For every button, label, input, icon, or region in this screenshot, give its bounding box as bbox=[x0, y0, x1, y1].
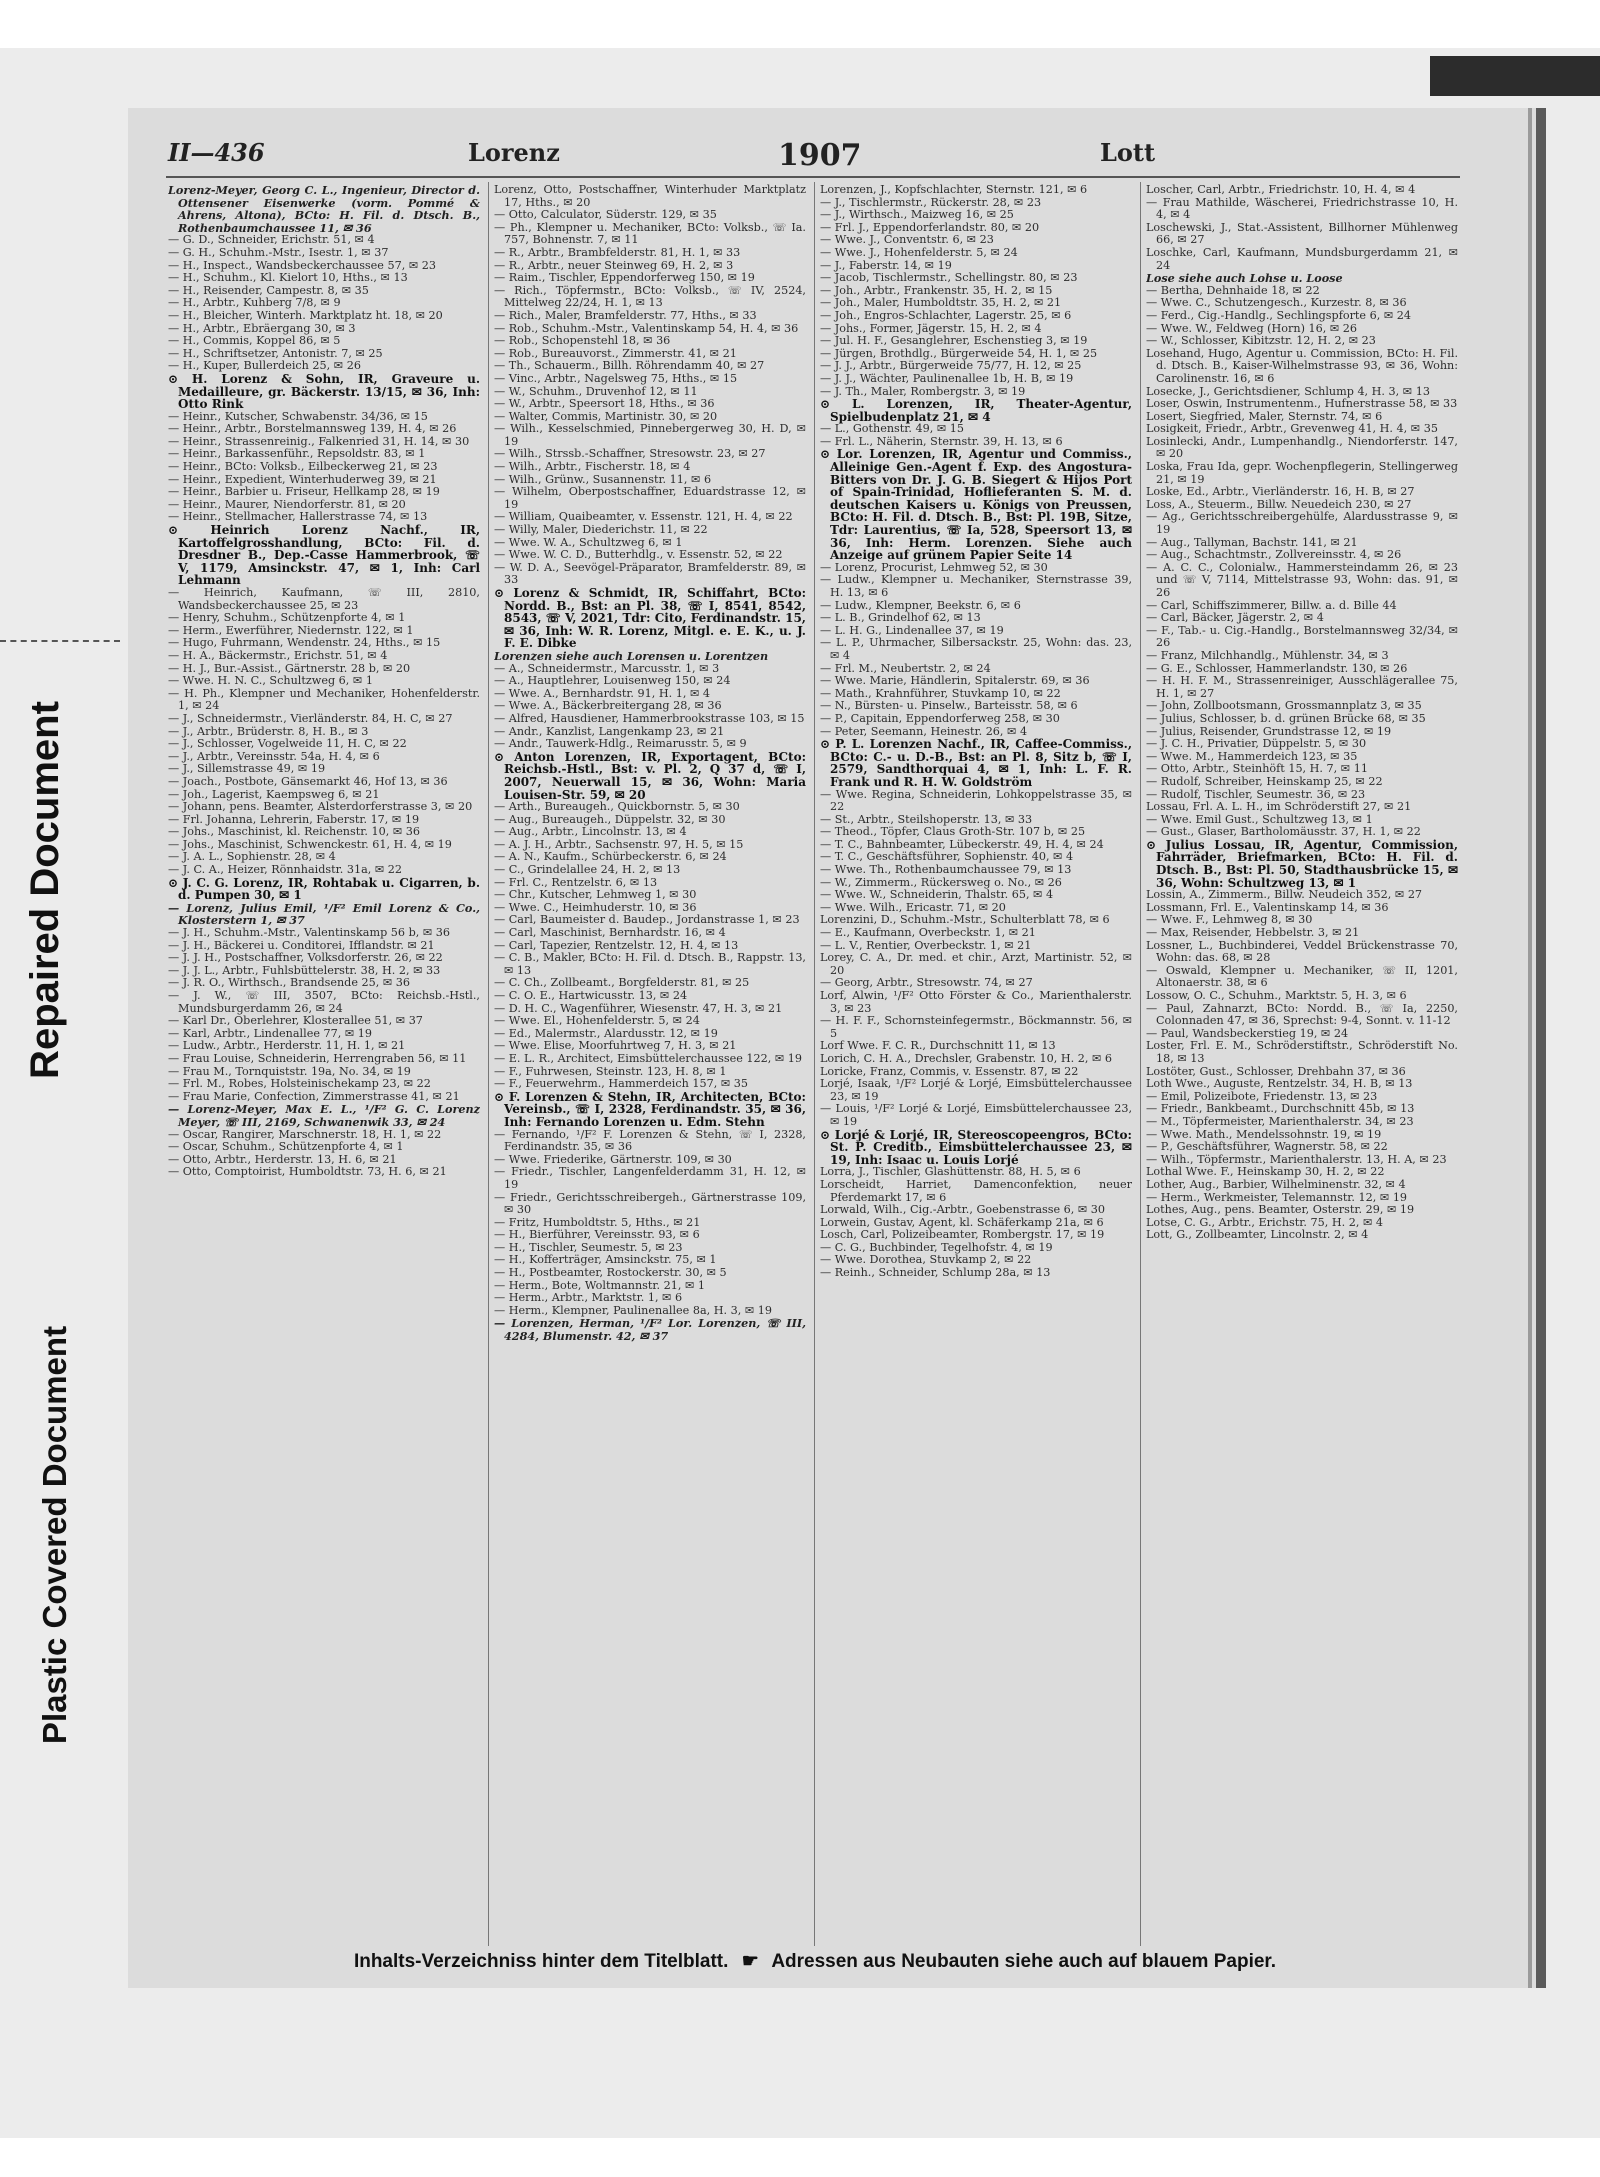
directory-entry: — J., Tischlermstr., Rückerstr. 28, ✉ 23 bbox=[820, 195, 1042, 209]
directory-entry: — Frl. C., Rentzelstr. 6, ✉ 13 bbox=[494, 875, 658, 889]
directory-entry: Loss, A., Steuerm., Billw. Neuedeich 230, ✉ 27 bbox=[1146, 497, 1412, 511]
directory-entry: — Heinr., Barkassenführ., Repsoldstr. 83, ✉ 1 bbox=[168, 447, 426, 461]
directory-entry: Losch, Carl, Polizeibeamter, Rombergstr. 17, ✉ 19 bbox=[820, 1228, 1105, 1242]
directory-entry: ⊙ F. Lorenzen & Stehn, IR, Architecten, BCto: Vereinsb., ☏ I, 2328, Ferdinandstr. 35, ✉ 36, Inh: Fernando Lorenzen u. Edm. Stehn bbox=[494, 1089, 806, 1129]
directory-entry: — Wilh., Kesselschmied, Pinnebergerweg 30, H. D, ✉ 19 bbox=[494, 422, 806, 448]
directory-entry: — Aug., Schachtmstr., Zollvereinsstr. 4, ✉ 26 bbox=[1146, 548, 1402, 562]
directory-entry: Lothal Wwe. F., Heinskamp 30, H. 2, ✉ 22 bbox=[1146, 1165, 1385, 1179]
directory-entry: — Carl, Baumeister d. Baudep., Jordanstrasse 1, ✉ 23 bbox=[494, 913, 800, 927]
directory-entry: — H., Commis, Koppel 86, ✉ 5 bbox=[168, 334, 341, 348]
directory-entry: — Fritz, Humboldtstr. 5, Hths., ✉ 21 bbox=[494, 1215, 701, 1229]
directory-entry: — N., Bürsten- u. Pinselw., Barteisstr. 58, ✉ 6 bbox=[820, 699, 1078, 713]
header-year: 1907 bbox=[778, 138, 862, 173]
directory-entry: — Wwe. Regina, Schneiderin, Lohkoppelstrasse 35, ✉ 22 bbox=[820, 787, 1132, 814]
directory-entry: — Wilh., Töpfermstr., Marienthalerstr. 13, H. A, ✉ 23 bbox=[1146, 1152, 1447, 1166]
column-rule bbox=[488, 182, 489, 1946]
directory-entry: Losecke, J., Gerichtsdiener, Schlump 4, H. 3, ✉ 13 bbox=[1146, 384, 1430, 398]
directory-entry: — Frl. Johanna, Lehrerin, Faberstr. 17, ✉ 19 bbox=[168, 812, 420, 826]
directory-entry: — J., Arbtr., Vereinsstr. 54a, H. 4, ✉ 6 bbox=[168, 749, 380, 763]
directory-entry: — R., Arbtr., neuer Steinweg 69, H. 2, ✉ 3 bbox=[494, 258, 734, 272]
directory-entry: — Wwe. Friederike, Gärtnerstr. 109, ✉ 30 bbox=[494, 1152, 732, 1166]
directory-entry: — H., Kofferträger, Amsinckstr. 75, ✉ 1 bbox=[494, 1253, 717, 1267]
directory-entry: ⊙ Lorjé & Lorjé, IR, Stereoscopeengros, BCto: St. P. Creditb., Eimsbüttelerchaussee 23, ✉ 19, Inh: Isaac u. Louis Lorjé bbox=[820, 1127, 1132, 1167]
directory-entry: — H., Reisender, Campestr. 8, ✉ 35 bbox=[168, 283, 369, 297]
directory-entry: — Wwe. F., Lehmweg 8, ✉ 30 bbox=[1146, 913, 1313, 927]
directory-entry: — A. J. H., Arbtr., Sachsenstr. 97, H. 5, ✉ 15 bbox=[494, 837, 744, 851]
directory-entry: — L. B., Grindelhof 62, ✉ 13 bbox=[820, 611, 981, 625]
directory-entry: — J. J., Wächter, Paulinenallee 1b, H. B, ✉ 19 bbox=[820, 371, 1074, 385]
directory-entry: Lorf Wwe. F. C. R., Durchschnitt 11, ✉ 13 bbox=[820, 1039, 1056, 1053]
directory-entry: — Paul, Zahnarzt, BCto: Nordd. B., ☏ Ia, 2250, Colonnaden 47, ✉ 36, Sprechst: 9-4, Sonnt. v. 11-12 bbox=[1146, 1001, 1458, 1028]
directory-entry: Loricke, Franz, Commis, v. Essenstr. 87, ✉ 22 bbox=[820, 1064, 1079, 1078]
directory-entry: — Frau M., Tornquiststr. 19a, No. 34, ✉ 19 bbox=[168, 1064, 411, 1078]
directory-entry: — Jürgen, Brothdlg., Bürgerweide 54, H. 1, ✉ 25 bbox=[820, 346, 1098, 360]
directory-entry: Losinlecki, Andr., Lumpenhandlg., Niendorferstr. 147, ✉ 20 bbox=[1146, 434, 1458, 461]
directory-entry: — H., Arbtr., Ebräergang 30, ✉ 3 bbox=[168, 321, 356, 335]
directory-entry: — Frau Louise, Schneiderin, Herrengraben 56, ✉ 11 bbox=[168, 1051, 467, 1065]
directory-entry: — J. A. L., Sophienstr. 28, ✉ 4 bbox=[168, 850, 336, 864]
directory-entry: — Wwe. Dorothea, Stuvkamp 2, ✉ 22 bbox=[820, 1253, 1032, 1267]
directory-entry: — Heinr., Arbtr., Borstelmannsweg 139, H. 4, ✉ 26 bbox=[168, 422, 457, 436]
directory-entry: — Hugo, Fuhrmann, Wendenstr. 24, Hths., ✉ 15 bbox=[168, 636, 441, 650]
directory-entry: — Fernando, ¹/F² F. Lorenzen & Stehn, ☏ I, 2328, Ferdinandstr. 35, ✉ 36 bbox=[494, 1127, 806, 1154]
directory-entry: — Ludw., Arbtr., Herderstr. 11, H. 1, ✉ 21 bbox=[168, 1039, 406, 1053]
directory-entry: — J., Arbtr., Brüderstr. 8, H. B., ✉ 3 bbox=[168, 724, 369, 738]
directory-entry: — Heinr., Kutscher, Schwabenstr. 34/36, ✉ 15 bbox=[168, 409, 428, 423]
directory-entry: Lossow, O. C., Schuhm., Marktstr. 5, H. 3, ✉ 6 bbox=[1146, 989, 1407, 1002]
directory-entry: — Arth., Bureaugeh., Quickbornstr. 5, ✉ 30 bbox=[494, 800, 740, 814]
directory-entry: — Rich., Töpfermstr., BCto: Volksb., ☏ IV, 2524, Mittelweg 22/24, H. 1, ✉ 13 bbox=[494, 283, 806, 310]
directory-entry: — H., Schuhm., Kl. Kielort 10, Hths., ✉ 13 bbox=[168, 271, 408, 285]
directory-entry: — Ph., Klempner u. Mechaniker, BCto: Volksb., ☏ Ia. 757, Bohnenstr. 7, ✉ 11 bbox=[494, 220, 806, 247]
directory-entry: — Oswald, Klempner u. Mechaniker, ☏ II, 1201, Altonaerstr. 38, ✉ 6 bbox=[1146, 963, 1458, 990]
pointing-hand-icon: ☛ bbox=[741, 1951, 759, 1972]
directory-entry: — Lorenzen, Herman, ¹/F² Lor. Lorenzen, ☏ III, 4284, Blumenstr. 42, ✉ 37 bbox=[494, 1316, 806, 1344]
directory-entry: — Ferd., Cig.-Handlg., Sechlingspforte 6, ✉ 24 bbox=[1146, 308, 1412, 322]
directory-entry: — Chr., Kutscher, Lehmweg 1, ✉ 30 bbox=[494, 888, 697, 902]
directory-entry: — A. C. C., Colonialw., Hammersteindamm 26, ✉ 23 und ☏ V, 7114, Mittelstrasse 93, Wohn: das. 91, ✉ 26 bbox=[1146, 560, 1458, 599]
directory-entry: — John, Zollbootsmann, Grossmannplatz 3, ✉ 35 bbox=[1146, 699, 1422, 713]
directory-entry: — Johs., Former, Jägerstr. 15, H. 2, ✉ 4 bbox=[820, 321, 1042, 335]
directory-entry: — Wwe. El., Hohenfelderstr. 5, ✉ 24 bbox=[494, 1014, 700, 1028]
directory-entry: Lothes, Aug., pens. Beamter, Osterstr. 29, ✉ 19 bbox=[1146, 1203, 1415, 1217]
directory-entry: — Henry, Schuhm., Schützenpforte 4, ✉ 1 bbox=[168, 611, 406, 625]
directory-entry: — H., Kuper, Bullerdeich 25, ✉ 26 bbox=[168, 359, 361, 373]
directory-entry: — Heinr., Expedient, Winterhuderweg 39, ✉ 21 bbox=[168, 472, 437, 486]
directory-entry: — Otto, Arbtr., Herderstr. 13, H. 6, ✉ 21 bbox=[168, 1152, 397, 1166]
page-number: II—436 bbox=[168, 138, 265, 167]
directory-entry: — L. P., Uhrmacher, Silbersackstr. 25, Wohn: das. 23, ✉ 4 bbox=[820, 636, 1132, 662]
footer-index-note: Inhalts-Verzeichniss hinter dem Titelblatt. bbox=[353, 1951, 729, 1972]
directory-entry: ⊙ L. Lorenzen, IR, Theater-Agentur, Spielbudenplatz 21, ✉ 4 bbox=[820, 397, 1132, 424]
directory-entry: — Johann, pens. Beamter, Alsterdorferstrasse 3, ✉ 20 bbox=[168, 800, 473, 814]
directory-entry: — J., Sillemstrasse 49, ✉ 19 bbox=[168, 762, 326, 776]
directory-entry: Losigkeit, Friedr., Arbtr., Grevenweg 41, H. 4, ✉ 35 bbox=[1146, 422, 1438, 436]
directory-entry: — Heinr., Stellmacher, Hallerstrasse 74, ✉ 13 bbox=[168, 510, 428, 524]
directory-column-4 bbox=[1146, 184, 1458, 1946]
directory-entry: Lorwein, Gustav, Agent, kl. Schäferkamp 21a, ✉ 6 bbox=[820, 1215, 1104, 1229]
directory-entry: — Oscar, Rangirer, Marschnerstr. 18, H. 1, ✉ 22 bbox=[168, 1127, 442, 1141]
directory-entry: — C., Grindelallee 24, H. 2, ✉ 13 bbox=[494, 863, 681, 877]
directory-entry: — Herm., Bote, Woltmannstr. 21, ✉ 1 bbox=[494, 1278, 706, 1292]
directory-entry: — J. J. H., Postschaffner, Volksdorferstr. 26, ✉ 22 bbox=[168, 951, 443, 965]
directory-entry: — W., Schuhm., Druvenhof 12, ✉ 11 bbox=[494, 384, 698, 398]
directory-entry: — Wilh., Grünw., Susannenstr. 11, ✉ 6 bbox=[494, 472, 712, 486]
directory-entry: Loser, Oswin, Instrumentenm., Hufnerstrasse 58, ✉ 33 bbox=[1146, 397, 1458, 411]
directory-entry: — Georg, Arbtr., Stresowstr. 74, ✉ 27 bbox=[820, 976, 1033, 990]
directory-entry: — Frau Marie, Confection, Zimmerstrasse 41, ✉ 21 bbox=[168, 1089, 460, 1103]
directory-entry: — Carl, Tapezier, Rentzelstr. 12, H. 4, ✉ 13 bbox=[494, 938, 739, 952]
directory-entry: — A., Hauptlehrer, Louisenweg 150, ✉ 24 bbox=[494, 674, 731, 688]
directory-entry: — Ludw., Klempner, Beekstr. 6, ✉ 6 bbox=[820, 598, 1021, 612]
directory-entry: Losehand, Hugo, Agentur u. Commission, BCto: H. Fil. d. Dtsch. B., Kaiser-Wilhelmstrasse 93, ✉ 36, Wohn: Carolinenstr. 16, ✉ 6 bbox=[1146, 346, 1458, 385]
directory-entry: — Willy, Maler, Diederichstr. 11, ✉ 22 bbox=[494, 523, 708, 537]
directory-entry: — Otto, Comptoirist, Humboldtstr. 73, H. 6, ✉ 21 bbox=[168, 1165, 447, 1179]
directory-entry: — Bertha, Dehnhaide 18, ✉ 22 bbox=[1146, 283, 1320, 297]
directory-entry: Lorenz-Meyer, Georg C. L., Ingenieur, Director d. Ottensener Eisenwerke (vorm. Pommé & Ahrens, Altona), BCto: H. Fil. d. Dtsch. B., Rothenbaumchaussee 11, ✉ 36 bbox=[168, 184, 480, 235]
directory-entry: — Wwe. H. N. C., Schultzweg 6, ✉ 1 bbox=[168, 674, 373, 688]
header-first-name: Lorenz bbox=[468, 138, 560, 167]
directory-entry: — H. Ph., Klempner und Mechaniker, Hohenfelderstr. 1, ✉ 24 bbox=[168, 686, 480, 713]
directory-entry: — Wwe. Th., Rothenbaumchaussee 79, ✉ 13 bbox=[820, 863, 1072, 877]
directory-entry: — Herm., Werkmeister, Telemannstr. 12, ✉ 19 bbox=[1146, 1190, 1408, 1204]
directory-entry: — Karl Dr., Oberlehrer, Klosterallee 51, ✉ 37 bbox=[168, 1014, 423, 1028]
directory-entry: Loth Wwe., Auguste, Rentzelstr. 34, H. B, ✉ 13 bbox=[1146, 1077, 1413, 1091]
directory-entry: — H., Bierführer, Vereinsstr. 93, ✉ 6 bbox=[494, 1228, 700, 1242]
directory-entry: — Franz, Milchhandlg., Mühlenstr. 34, ✉ 3 bbox=[1146, 648, 1389, 662]
directory-entry: Loscher, Carl, Arbtr., Friedrichstr. 10, H. 4, ✉ 4 bbox=[1146, 184, 1416, 196]
directory-entry: — Wwe. Wilh., Ericastr. 71, ✉ 20 bbox=[820, 900, 1006, 914]
directory-entry: — Ludw., Klempner u. Mechaniker, Sternstrasse 39, H. 13, ✉ 6 bbox=[820, 573, 1132, 599]
directory-entry: — William, Quaibeamter, v. Essenstr. 121, H. 4, ✉ 22 bbox=[494, 510, 793, 524]
directory-entry: — Wwe. W., Schneiderin, Thalstr. 65, ✉ 4 bbox=[820, 888, 1054, 902]
directory-entry: — Heinr., Barbier u. Friseur, Hellkamp 28, ✉ 19 bbox=[168, 485, 440, 499]
directory-entry: — Wwe. C., Schutzengesch., Kurzestr. 8, ✉ 36 bbox=[1146, 296, 1407, 310]
directory-entry: — Wilhelm, Oberpostschaffner, Eduardstrasse 12, ✉ 19 bbox=[494, 485, 806, 511]
directory-entry: Lossau, Frl. A. L. H., im Schröderstift 27, ✉ 21 bbox=[1146, 800, 1412, 814]
directory-entry: Lorich, C. H. A., Drechsler, Grabenstr. 10, H. 2, ✉ 6 bbox=[820, 1051, 1113, 1065]
directory-entry: Lother, Aug., Barbier, Wilhelminenstr. 32, ✉ 4 bbox=[1146, 1177, 1406, 1191]
directory-entry: — Wwe. Math., Mendelssohnstr. 19, ✉ 19 bbox=[1146, 1127, 1382, 1141]
directory-entry: Loska, Frau Ida, gepr. Wochenpflegerin, Stellingerweg 21, ✉ 19 bbox=[1146, 460, 1458, 486]
directory-entry: — Ed., Malermstr., Alardusstr. 12, ✉ 19 bbox=[494, 1026, 718, 1040]
page-binding-edge bbox=[1528, 108, 1532, 1988]
directory-entry: — Johs., Maschinist, Schwenckestr. 61, H. 4, ✉ 19 bbox=[168, 837, 452, 851]
directory-entry: — H., Arbtr., Kuhberg 7/8, ✉ 9 bbox=[168, 296, 341, 310]
directory-entry: — Friedr., Tischler, Langenfelderdamm 31, H. 12, ✉ 19 bbox=[494, 1165, 806, 1191]
directory-entry: — Rob., Schopenstehl 18, ✉ 36 bbox=[494, 334, 671, 348]
directory-entry: — Joh., Arbtr., Frankenstr. 35, H. 2, ✉ 15 bbox=[820, 283, 1053, 297]
directory-entry: — H. F. F., Schornsteinfegermstr., Böckmannstr. 56, ✉ 5 bbox=[820, 1014, 1132, 1040]
directory-entry: — Carl, Maschinist, Bernhardstr. 16, ✉ 4 bbox=[494, 926, 726, 940]
directory-entry: — Frl. J., Eppendorferlandstr. 80, ✉ 20 bbox=[820, 220, 1040, 234]
directory-entry: — W., Arbtr., Speersort 18, Hths., ✉ 36 bbox=[494, 397, 715, 411]
directory-entry: — Wwe. Emil Gust., Schultzweg 13, ✉ 1 bbox=[1146, 812, 1373, 826]
directory-entry: — Wilh., Strssb.-Schaffner, Stresowstr. 23, ✉ 27 bbox=[494, 447, 766, 461]
directory-entry: — Heinrich, Kaufmann, ☏ III, 2810, Wandsbeckerchaussee 25, ✉ 23 bbox=[168, 586, 480, 612]
directory-entry: ⊙ J. C. G. Lorenz, IR, Rohtabak u. Cigarren, b. d. Pumpen 30, ✉ 1 bbox=[168, 875, 480, 903]
directory-entry: — Walter, Commis, Martinistr. 30, ✉ 20 bbox=[494, 409, 718, 423]
directory-entry: — W. D. A., Seevögel-Präparator, Bramfelderstr. 89, ✉ 33 bbox=[494, 560, 806, 587]
directory-entry: — Aug., Tallyman, Bachstr. 141, ✉ 21 bbox=[1146, 535, 1358, 549]
directory-entry: — A., Schneidermstr., Marcusstr. 1, ✉ 3 bbox=[494, 661, 720, 675]
footer-new-buildings-note: Adressen aus Neubauten siehe auch auf blauem Papier. bbox=[771, 1951, 1277, 1972]
directory-entry: — Heinr., BCto: Volksb., Eilbeckerweg 21, ✉ 23 bbox=[168, 460, 438, 474]
directory-entry: — Carl, Schiffszimmerer, Billw. a. d. Bille 44 bbox=[1146, 598, 1397, 612]
directory-entry: — H., Schriftsetzer, Antonistr. 7, ✉ 25 bbox=[168, 346, 383, 360]
directory-entry: — Karl, Arbtr., Lindenallee 77, ✉ 19 bbox=[168, 1026, 373, 1040]
directory-entry: — H. J., Bur.-Assist., Gärtnerstr. 28 b, ✉ 20 bbox=[168, 661, 411, 675]
directory-entry: — J. W., ☏ III, 3507, BCto: Reichsb.-Hstl., Mundsburgerdamm 26, ✉ 24 bbox=[168, 989, 480, 1015]
directory-entry: — F., Tab.- u. Cig.-Handlg., Borstelmannsweg 32/34, ✉ 26 bbox=[1146, 623, 1458, 650]
directory-entry: — Joach., Postbote, Gänsemarkt 46, Hof 13, ✉ 36 bbox=[168, 774, 448, 788]
directory-entry: — Alfred, Hausdiener, Hammerbrookstrasse 103, ✉ 15 bbox=[494, 711, 805, 725]
directory-entry: — Joh., Engros-Schlachter, Lagerstr. 25, ✉ 6 bbox=[820, 308, 1072, 322]
directory-entry: — Lorenz-Meyer, Max E. L., ¹/F² G. C. Lorenz Meyer, ☏ III, 2169, Schwanenwik 33, ✉ 24 bbox=[168, 1102, 480, 1129]
directory-entry: — Louis, ¹/F² Lorjé & Lorjé, Eimsbüttelerchaussee 23, ✉ 19 bbox=[820, 1102, 1132, 1128]
directory-entry: — J. J. L., Arbtr., Fuhlsbüttelerstr. 38, H. 2, ✉ 33 bbox=[168, 963, 441, 977]
directory-entry: — Oscar, Schuhm., Schützenpforte 4, ✉ 1 bbox=[168, 1140, 404, 1154]
directory-entry: — Frl. M., Robes, Holsteinischekamp 23, ✉ 22 bbox=[168, 1077, 431, 1091]
directory-entry: — G. D., Schneider, Erichstr. 51, ✉ 4 bbox=[168, 233, 375, 247]
directory-entry: — L., Gothenstr. 49, ✉ 15 bbox=[820, 422, 965, 436]
directory-entry: — H., Tischler, Seumestr. 5, ✉ 23 bbox=[494, 1240, 683, 1254]
directory-entry: Loster, Frl. E. M., Schröderstiftstr., Schröderstift No. 18, ✉ 13 bbox=[1146, 1039, 1458, 1065]
directory-column-3 bbox=[820, 184, 1132, 1946]
directory-entry: Losert, Siegfried, Maler, Sternstr. 74, ✉ 6 bbox=[1146, 409, 1383, 423]
directory-entry: — H., Postbeamter, Rostockerstr. 30, ✉ 5 bbox=[494, 1266, 727, 1280]
directory-entry: — Peter, Seemann, Heinestr. 26, ✉ 4 bbox=[820, 724, 1028, 738]
directory-entry: — Gust., Glaser, Bartholomäusstr. 37, H. 1, ✉ 22 bbox=[1146, 825, 1421, 839]
directory-entry: — St., Arbtr., Steilshoperstr. 13, ✉ 33 bbox=[820, 812, 1033, 826]
directory-entry: ⊙ Lorenz & Schmidt, IR, Schiffahrt, BCto: Nordd. B., Bst: an Pl. 38, ☏ I, 8541, 8542, 8543, ☏ V, 2021, Tdr: Cito, Ferdinandstr. 15, ✉ 36, Inh: W. R. Lorenz, Mitgl. e. E. K., u. J. F. E. Dibke bbox=[494, 586, 806, 651]
directory-entry: ⊙ P. L. Lorenzen Nachf., IR, Caffee-Commiss., BCto: C.- u. D.-B., Bst: an Pl. 8, Sitz b, ☏ I, 2579, Sandthorquai 4, ✉ 1, Inh: L. F. R. Frank und R. H. W. Goldström bbox=[820, 737, 1132, 789]
directory-entry: — H., Inspect., Wandsbeckerchaussee 57, ✉ 23 bbox=[168, 258, 436, 272]
directory-entry: Lorscheidt, Harriet, Damenconfektion, neuer Pferdemarkt 17, ✉ 6 bbox=[820, 1177, 1132, 1204]
directory-entry: Loschke, Carl, Kaufmann, Mundsburgerdamm 21, ✉ 24 bbox=[1146, 245, 1458, 272]
directory-entry: — Jacob, Tischlermstr., Schellingstr. 80, ✉ 23 bbox=[820, 271, 1078, 285]
directory-entry: — Wwe. Elise, Moorfuhrtweg 7, H. 3, ✉ 21 bbox=[494, 1039, 737, 1053]
directory-entry: — L. V., Rentier, Overbeckstr. 1, ✉ 21 bbox=[820, 938, 1032, 952]
directory-entry: — Wwe. W. C. D., Butterhdlg., v. Essenstr. 52, ✉ 22 bbox=[494, 548, 783, 562]
directory-entry: — H., Bleicher, Winterh. Marktplatz ht. 18, ✉ 20 bbox=[168, 308, 443, 322]
directory-entry: — Wilh., Arbtr., Fischerstr. 18, ✉ 4 bbox=[494, 460, 691, 474]
directory-entry: Lossmann, Frl. E., Valentinskamp 14, ✉ 36 bbox=[1146, 900, 1389, 914]
directory-entry: — Frl. M., Neubertstr. 2, ✉ 24 bbox=[820, 661, 991, 675]
directory-entry: Lorf, Alwin, ¹/F² Otto Förster & Co., Marienthalerstr. 3, ✉ 23 bbox=[820, 989, 1132, 1015]
column-rule bbox=[1140, 182, 1141, 1946]
directory-entry: Lotse, C. G., Arbtr., Erichstr. 75, H. 2, ✉ 4 bbox=[1146, 1215, 1384, 1229]
directory-entry: — Reinh., Schneider, Schlump 28a, ✉ 13 bbox=[820, 1266, 1051, 1280]
directory-entry: — E., Kaufmann, Overbeckstr. 1, ✉ 21 bbox=[820, 926, 1036, 940]
directory-entry: — Vinc., Arbtr., Nagelsweg 75, Hths., ✉ 15 bbox=[494, 371, 738, 385]
directory-entry: — Wwe. W. A., Schultzweg 6, ✉ 1 bbox=[494, 535, 683, 549]
directory-entry: — Frl. L., Näherin, Sternstr. 39, H. 13, ✉ 6 bbox=[820, 434, 1063, 448]
directory-entry: — Julius, Schlosser, b. d. grünen Brücke 68, ✉ 35 bbox=[1146, 711, 1426, 725]
directory-entry: — C. Ch., Zollbeamt., Borgfelderstr. 81, ✉ 25 bbox=[494, 976, 750, 990]
directory-entry: — A. N., Kaufm., Schürbeckerstr. 6, ✉ 24 bbox=[494, 850, 727, 864]
directory-entry: — Wwe. J., Conventstr. 6, ✉ 23 bbox=[820, 233, 994, 247]
directory-entry: — Otto, Arbtr., Steinhöft 15, H. 7, ✉ 11 bbox=[1146, 762, 1368, 776]
directory-entry: ⊙ Julius Lossau, IR, Agentur, Commission, Fahrräder, Briefmarken, BCto: H. Fil. d. Dtsch. B., Bst: Pl. 50, Stadthausbrücke 15, ✉ 36, Wohn: Schultzweg 13, ✉ 1 bbox=[1146, 837, 1458, 890]
directory-entry: — Rudolf, Tischler, Seumestr. 36, ✉ 23 bbox=[1146, 787, 1366, 801]
directory-entry: Lorenzen siehe auch Lorensen u. Lorentzen bbox=[494, 648, 769, 663]
directory-entry: — Wwe. M., Hammerdeich 123, ✉ 35 bbox=[1146, 749, 1358, 763]
directory-entry: Lorenzini, D., Schuhm.-Mstr., Schulterblatt 78, ✉ 6 bbox=[820, 913, 1110, 927]
directory-entry: — J., Schlosser, Vogelweide 11, H. C, ✉ 22 bbox=[168, 737, 407, 751]
directory-entry: — Herm., Klempner, Paulinenallee 8a, H. 3, ✉ 19 bbox=[494, 1303, 773, 1317]
directory-entry: Lossin, A., Zimmerm., Billw. Neudeich 352, ✉ 27 bbox=[1146, 888, 1423, 902]
directory-entry: Lorjé, Isaak, ¹/F² Lorjé & Lorjé, Eimsbüttelerchaussee 23, ✉ 19 bbox=[820, 1077, 1132, 1103]
directory-entry: Lossner, L., Buchbinderei, Veddel Brückenstrasse 70, Wohn: das. 68, ✉ 28 bbox=[1146, 938, 1458, 965]
directory-entry: — Th., Schauerm., Billh. Röhrendamm 40, ✉ 27 bbox=[494, 359, 765, 373]
directory-entry: Lorenzen, J., Kopfschlachter, Sternstr. 121, ✉ 6 bbox=[820, 184, 1088, 196]
directory-entry: — H. H. F. M., Strassenreiniger, Ausschlägerallee 75, H. 1, ✉ 27 bbox=[1146, 674, 1458, 700]
page-binding-shadow bbox=[1536, 108, 1546, 1988]
directory-entry: — Herm., Arbtr., Marktstr. 1, ✉ 6 bbox=[494, 1291, 683, 1305]
directory-entry: — Rob., Schuhm.-Mstr., Valentinskamp 54, H. 4, ✉ 36 bbox=[494, 321, 799, 335]
directory-entry: — Wwe. A., Bäckerbreitergang 28, ✉ 36 bbox=[494, 699, 722, 713]
directory-entry: — Julius, Reisender, Grundstrasse 12, ✉ 19 bbox=[1146, 724, 1392, 738]
directory-entry: — Ag., Gerichtsschreibergehülfe, Alardusstrasse 9, ✉ 19 bbox=[1146, 510, 1458, 537]
directory-entry: — Lorenz, Julius Emil, ¹/F² Emil Lorenz & Co., Klosterstern 1, ✉ 37 bbox=[168, 900, 480, 928]
directory-entry: — Wwe. C., Heimhuderstr. 10, ✉ 36 bbox=[494, 900, 697, 914]
directory-entry: — Emil, Polizeibote, Friedenstr. 13, ✉ 23 bbox=[1146, 1089, 1378, 1103]
directory-entry: — Friedr., Gerichtsschreibergeh., Gärtnerstrasse 109, ✉ 30 bbox=[494, 1190, 806, 1217]
directory-entry: — Rudolf, Schreiber, Heinskamp 25, ✉ 22 bbox=[1146, 774, 1383, 788]
directory-entry: — Wwe. W., Feldweg (Horn) 16, ✉ 26 bbox=[1146, 321, 1358, 335]
directory-entry: — Johs., Maschinist, kl. Reichenstr. 10, ✉ 36 bbox=[168, 825, 420, 839]
directory-entry: — G. H., Schuhm.-Mstr., Isestr. 1, ✉ 37 bbox=[168, 245, 389, 259]
directory-entry: — J. C. H., Privatier, Düppelstr. 5, ✉ 30 bbox=[1146, 737, 1367, 751]
directory-entry: — Aug., Bureaugeh., Düppelstr. 32, ✉ 30 bbox=[494, 812, 726, 826]
page-header bbox=[168, 138, 1458, 174]
directory-entry: — Rich., Maler, Bramfelderstr. 77, Hths., ✉ 33 bbox=[494, 308, 757, 322]
directory-entry: — Paul, Wandsbeckerstieg 19, ✉ 24 bbox=[1146, 1026, 1349, 1040]
directory-entry: — Heinr., Maurer, Niendorferstr. 81, ✉ 20 bbox=[168, 497, 406, 511]
directory-column-2 bbox=[494, 184, 806, 1946]
directory-entry: — Rob., Bureauvorst., Zimmerstr. 41, ✉ 21 bbox=[494, 346, 737, 360]
directory-column-1 bbox=[168, 184, 480, 1946]
directory-entry: — Lorenz, Procurist, Lehmweg 52, ✉ 30 bbox=[820, 560, 1048, 574]
directory-entry: — L. H. G., Lindenallee 37, ✉ 19 bbox=[820, 623, 1004, 637]
directory-entry: — T. C., Bahnbeamter, Lübeckerstr. 49, H. 4, ✉ 24 bbox=[820, 837, 1104, 851]
directory-entry: — C. O. E., Hartwicusstr. 13, ✉ 24 bbox=[494, 989, 688, 1002]
directory-entry: Loschewski, J., Stat.-Assistent, Billhorner Mühlenweg 66, ✉ 27 bbox=[1146, 220, 1458, 247]
directory-entry: — Friedr., Bankbeamt., Durchschnitt 45b, ✉ 13 bbox=[1146, 1102, 1415, 1116]
directory-entry: — W., Zimmerm., Rückersweg o. No., ✉ 26 bbox=[820, 875, 1062, 889]
directory-entry: ⊙ H. Lorenz & Sohn, IR, Graveure u. Medailleure, gr. Bäckerstr. 13/15, ✉ 36, Inh: Otto Rink bbox=[168, 371, 480, 412]
directory-entry: — J., Faberstr. 14, ✉ 19 bbox=[820, 258, 952, 272]
plastic-covered-document-label: Plastic Covered Document bbox=[36, 1325, 73, 1745]
directory-entry: — F., Fuhrwesen, Steinstr. 123, H. 8, ✉ 1 bbox=[494, 1064, 727, 1078]
directory-entry: — Andr., Kanzlist, Langenkamp 23, ✉ 21 bbox=[494, 724, 725, 738]
directory-entry: — W., Schlosser, Kibitzstr. 12, H. 2, ✉ 23 bbox=[1146, 334, 1376, 348]
header-rule bbox=[166, 176, 1460, 178]
directory-entry: — Frau Mathilde, Wäscherei, Friedrichstrasse 10, H. 4, ✉ 4 bbox=[1146, 195, 1458, 222]
directory-entry: — C. G., Buchbinder, Tegelhofstr. 4, ✉ 19 bbox=[820, 1240, 1053, 1254]
directory-entry: Lorey, C. A., Dr. med. et chir., Arzt, Martinistr. 52, ✉ 20 bbox=[820, 951, 1132, 977]
directory-entry: — H. A., Bäckermstr., Erichstr. 51, ✉ 4 bbox=[168, 648, 388, 662]
header-last-name: Lott bbox=[1100, 138, 1156, 167]
directory-entry: — Joh., Maler, Humboldtstr. 35, H. 2, ✉ 21 bbox=[820, 296, 1062, 310]
directory-entry: — T. C., Geschäftsführer, Sophienstr. 40, ✉ 4 bbox=[820, 850, 1074, 864]
directory-entry: — Aug., Arbtr., Lincolnstr. 13, ✉ 4 bbox=[494, 825, 687, 839]
directory-entry: Loske, Ed., Arbtr., Vierländerstr. 16, H. B, ✉ 27 bbox=[1146, 485, 1415, 499]
column-rule bbox=[814, 182, 815, 1946]
directory-entry: Lorenz, Otto, Postschaffner, Winterhuder Marktplatz 17, Hths., ✉ 20 bbox=[494, 184, 806, 209]
directory-entry: — Jul. H. F., Gesanglehrer, Eschenstieg 3, ✉ 19 bbox=[820, 334, 1088, 348]
directory-entry: ⊙ Lor. Lorenzen, IR, Agentur und Commiss., Alleinige Gen.-Agent f. Exp. des Angostura-Bitters von Dr. J. G. B. Siegert & Hijos Port of Spain-Trinidad, Hoflieferanten S. M. d. deutschen Kaisers u. Königs von Preussen, BCto: H. Fil. d. Dtsch. B., Bst: Pl. 19B, Sitze, Tdr: Laurentius, ☏ Ia, 528, Speersort 13, ✉ 36, Inh: Herm. Lorenzen. Siehe auch Anzeige auf grünem Papier Seite 14 bbox=[820, 447, 1132, 563]
directory-entry: — J. R. O., Wirthsch., Brandsende 25, ✉ 36 bbox=[168, 976, 411, 990]
directory-entry: — J. H., Schuhm.-Mstr., Valentinskamp 56 b, ✉ 36 bbox=[168, 926, 451, 940]
directory-entry: Lostöter, Gust., Schlosser, Drehbahn 37, ✉ 36 bbox=[1146, 1064, 1406, 1078]
directory-entry: Lose siehe auch Lohse u. Loose bbox=[1146, 271, 1343, 286]
directory-entry: Lorwald, Wilh., Cig.-Arbtr., Goebenstrasse 6, ✉ 30 bbox=[820, 1203, 1106, 1217]
directory-entry: — E. L. R., Architect, Eimsbüttelerchaussee 122, ✉ 19 bbox=[494, 1051, 803, 1065]
directory-entry: — Herm., Ewerführer, Niedernstr. 122, ✉ 1 bbox=[168, 623, 414, 637]
directory-entry: — J. H., Bäckerei u. Conditorei, Ifflandstr. ✉ 21 bbox=[168, 938, 435, 952]
directory-entry: — Wwe. Marie, Händlerin, Spitalerstr. 69, ✉ 36 bbox=[820, 674, 1090, 688]
directory-entry: — M., Töpfermeister, Marienthalerstr. 34, ✉ 23 bbox=[1146, 1114, 1414, 1128]
directory-entry: — C. B., Makler, BCto: H. Fil. d. Dtsch. B., Rappstr. 13, ✉ 13 bbox=[494, 951, 806, 977]
directory-entry: — Math., Krahnführer, Stuvkamp 10, ✉ 22 bbox=[820, 686, 1061, 700]
directory-entry: — J. C. A., Heizer, Rönnhaidstr. 31a, ✉ 22 bbox=[168, 863, 403, 877]
directory-entry: — Otto, Calculator, Süderstr. 129, ✉ 35 bbox=[494, 208, 717, 222]
directory-entry: — P., Geschäftsführer, Wagnerstr. 58, ✉ 22 bbox=[1146, 1140, 1388, 1154]
directory-entry: Lorra, J., Tischler, Glashüttenstr. 88, H. 5, ✉ 6 bbox=[820, 1165, 1081, 1179]
directory-entry: — Max, Reisender, Hebbelstr. 3, ✉ 21 bbox=[1146, 926, 1360, 940]
directory-entry: — Carl, Bäcker, Jägerstr. 2, ✉ 4 bbox=[1146, 611, 1324, 625]
directory-entry: — J., Wirthsch., Maizweg 16, ✉ 25 bbox=[820, 208, 1014, 222]
directory-entry: — G. E., Schlosser, Hammerlandstr. 130, ✉ 26 bbox=[1146, 661, 1408, 675]
scan-edge-shadow bbox=[1430, 56, 1600, 96]
directory-entry: — J. Th., Maler, Rombergstr. 3, ✉ 19 bbox=[820, 384, 1026, 398]
directory-entry: ⊙ Heinrich Lorenz Nachf., IR, Kartoffelgrosshandlung, BCto: Fil. d. Dresdner B., Dep.-Casse Hammerbrook, ☏ V, 1179, Amsinckstr. 47, ✉ 1, Inh: Carl Lehmann bbox=[168, 523, 480, 588]
directory-entry: — R., Arbtr., Brambfelderstr. 81, H. 1, ✉ 33 bbox=[494, 245, 741, 259]
directory-entry: — Wwe. A., Bernhardstr. 91, H. 1, ✉ 4 bbox=[494, 686, 711, 700]
directory-entry: — Heinr., Strassenreinig., Falkenried 31, H. 14, ✉ 30 bbox=[168, 434, 470, 448]
directory-entry: — J., Schneidermstr., Vierländerstr. 84, H. C, ✉ 27 bbox=[168, 711, 453, 725]
directory-entry: ⊙ Anton Lorenzen, IR, Exportagent, BCto: Reichsb.-Hstl., Bst: v. Pl. 2, Q 37 d, ☏ I, 2007, Neuerwall 15, ✉ 36, Wohn: Maria Louisen-Str. 59, ✉ 20 bbox=[494, 749, 806, 802]
page-footer bbox=[180, 1950, 1450, 1973]
directory-entry: — J. J., Arbtr., Bürgerweide 75/77, H. 12, ✉ 25 bbox=[820, 359, 1082, 373]
repaired-document-label: Repaired Document bbox=[23, 701, 67, 1079]
directory-entry: — Joh., Lagerist, Kaempsweg 6, ✉ 21 bbox=[168, 787, 380, 801]
directory-entry: Lott, G., Zollbeamter, Lincolnstr. 2, ✉ 4 bbox=[1146, 1228, 1369, 1242]
directory-entry: — D. H. C., Wagenführer, Wiesenstr. 47, H. 3, ✉ 21 bbox=[494, 1001, 783, 1015]
directory-entry: — Andr., Tauwerk-Hdlg., Reimarusstr. 5, ✉ 9 bbox=[494, 737, 747, 751]
directory-entry: — F., Feuerwehrm., Hammerdeich 157, ✉ 35 bbox=[494, 1077, 749, 1091]
directory-entry: — Wwe. J., Hohenfelderstr. 5, ✉ 24 bbox=[820, 245, 1018, 259]
directory-entry: — Raim., Tischler, Eppendorferweg 150, ✉ 19 bbox=[494, 271, 755, 285]
directory-entry: — Theod., Töpfer, Claus Groth-Str. 107 b, ✉ 25 bbox=[820, 825, 1086, 839]
directory-entry: — P., Capitain, Eppendorferweg 258, ✉ 30 bbox=[820, 711, 1060, 725]
